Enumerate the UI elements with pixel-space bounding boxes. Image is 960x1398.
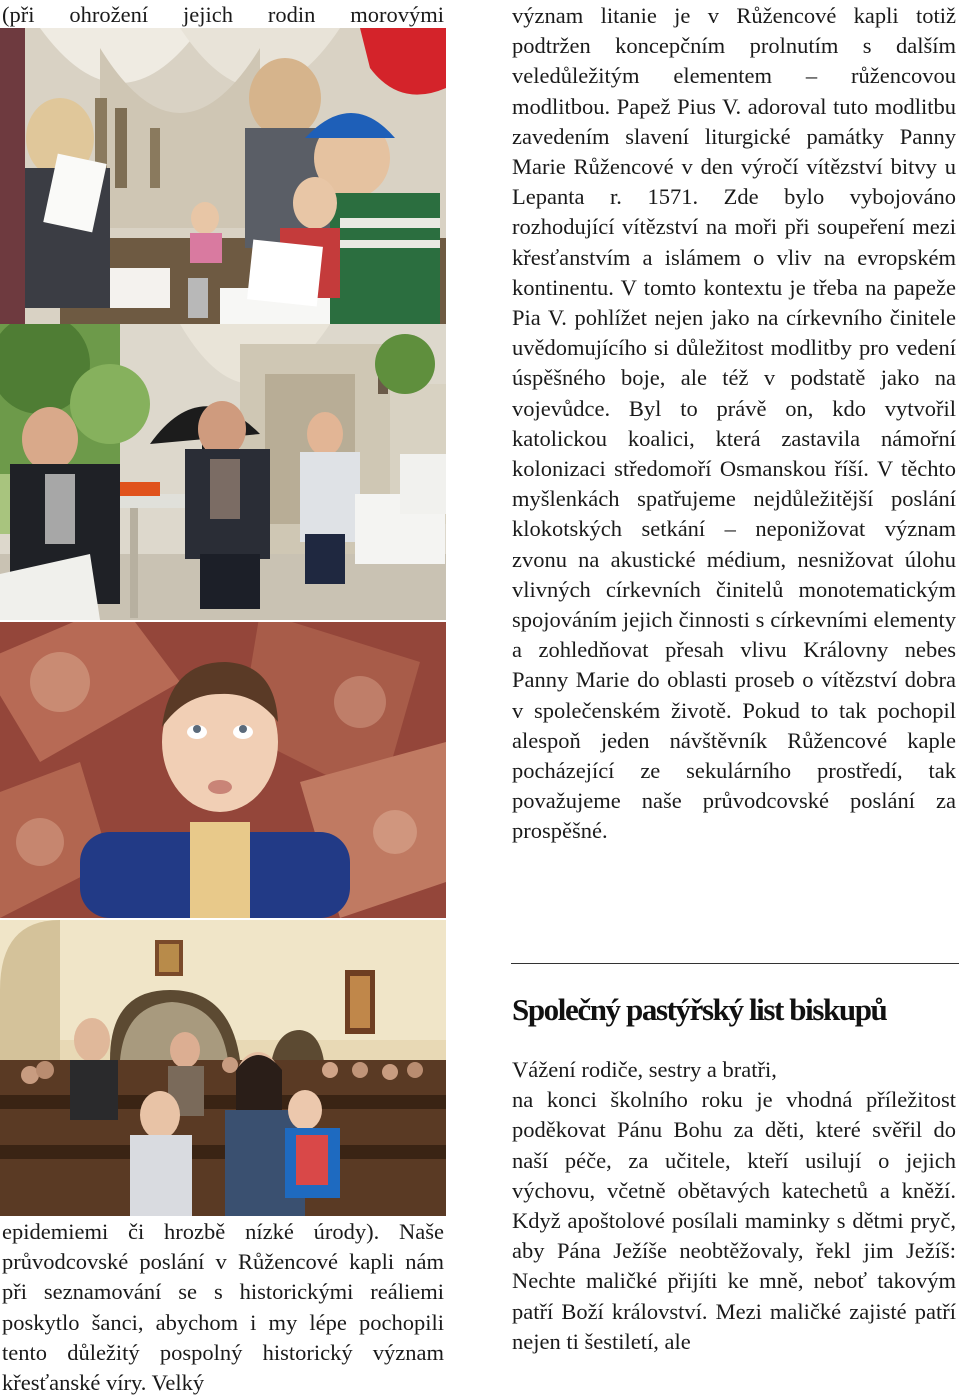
letter-greeting: Vážení rodiče, sestry a bratři, [512,1057,777,1082]
article-paragraph: význam litanie je v Růžencové kapli totiž podtržen koncepčním prolnutím s dalším veledůležitým elementem – růžencovou modlitbou. Papež Pius V. adoroval tuto modlitbu zavedením slavení liturgické památky Panny Marie Růžencové v den výročí vítězství bitvy u Lepanta r. 1571. Zde bylo vybojováno rozhodující vítězství na moři při soupeření mezi křesťanstvím a islámem o vliv na evropském kontinentu. V tomto kontextu je třeba na papeže Pia V. pohlížet nejen jako na církevního činitele uvědomujícího si důležitost modlitby pro vedení úspěšného boje, ale též v podstatě jako na vojevůdce. Byl to právě on, kdo vytvořil katolickou koalici, která zastavila námořní kolonizaci středomoří Osmanskou říší. V těchto myšlenkách spatřujeme nejdůležitější poslání klokotských setkání – neponižovat význam zvonu na akustické médium, nesnižovat úlohu vlivných církevních činitelů monotematickým spojováním jejich činnosti s církevními elementy a zohledňovat přesah vlivu Královny nebes Panny Marie do oblasti proseb o vítězství dobra v společenském životě. Pokud to tak pochopil alespoň jeden návštěvník Růžencové kaple pocházející ze sekulárního prostředí, tak považujeme naše průvodcovské poslání za prospěšné. [512,3,956,844]
photo-boy-looking-up [0,622,446,918]
section-heading: Společný pastýřský list biskupů [512,992,887,1027]
section-divider [511,963,959,964]
right-column [511,0,956,1398]
pastoral-letter [512,1055,956,1357]
left-column [0,0,446,1398]
photo-guides-seated [0,324,446,620]
letter-body: na konci školního roku je vhodná příležitost poděkovat Pánu Bohu za děti, které svěřil do naší péče, za učitele, kteří usilují o jejich výchovu, včetně obětavých katechetů a kněží. Když apoštolové posílali maminky s dětmi pryč, aby Pána Ježíše neobtěžovaly, řekl jim Ježíš: Nechte maličké přijíti ke mně, neboť takovým patří Boží království. Mezi maličké zajisté patří nejen ti šestiletí, ale [512,1087,956,1354]
left-top-fragment: (při ohrožení jejich rodin morovými [2,2,444,27]
photo-chapel-visitors [0,920,446,1216]
left-bottom-paragraph: epidemiemi či hrozbě nízké úrody). Naše průvodcovské poslání v Růžencové kapli nám při seznamování se s historickými reáliemi poskytlo šanci, abychom i my lépe pochopili tento důležitý pospolný historický význam křesťanské víry. Velký [2,1219,444,1396]
photo-children-workshop [0,28,446,324]
